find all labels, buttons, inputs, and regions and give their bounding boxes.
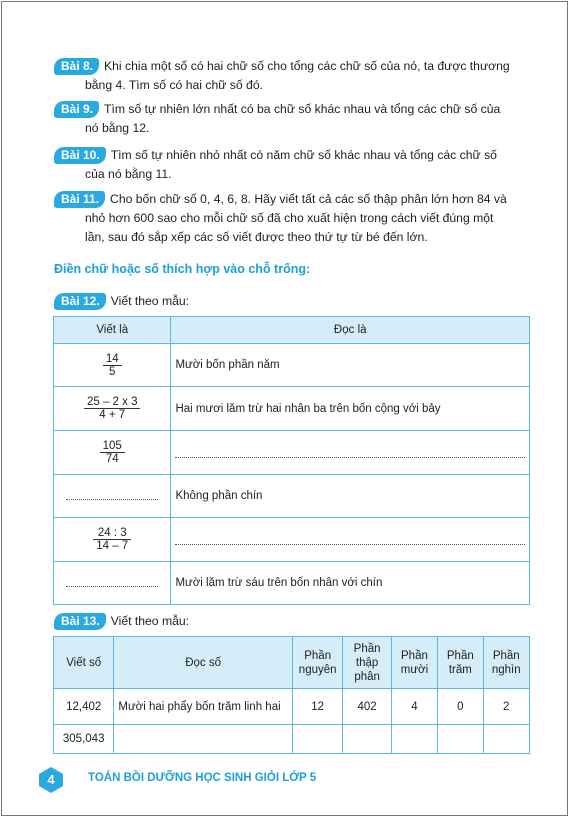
fraction [100, 440, 125, 465]
reading-cell: Mười lăm trừ sáu trên bốn nhân với chín [171, 562, 530, 605]
book-title: TOÁN BỒI DƯỠNG HỌC SINH GIỎI LỚP 5 [88, 772, 317, 784]
column-header: Phần nghìn [483, 637, 529, 689]
denominator: 4 + 7 [99, 409, 126, 421]
table-row [54, 562, 530, 605]
fraction [84, 396, 141, 421]
problem-8 [54, 57, 532, 95]
numerator: 14 [103, 353, 122, 366]
table-cell: 4 [391, 689, 437, 725]
answer-blank[interactable] [66, 576, 158, 587]
problem-text: nó bằng 12. [85, 121, 150, 135]
column-header: Viết số [54, 637, 114, 689]
column-header: Phần mười [391, 637, 437, 689]
table-row [54, 689, 530, 725]
table-cell: 0 [438, 689, 483, 725]
problem-13 [54, 612, 532, 631]
problem-12 [54, 292, 532, 311]
problem-badge: Bài 8. [54, 58, 99, 75]
table-row [54, 725, 530, 754]
problem-text: Cho bốn chữ số 0, 4, 6, 8. Hãy viết tất cả các số thập phân lớn hơn 84 và [110, 192, 507, 206]
column-header: Phần nguyên [292, 637, 343, 689]
page-number-badge [38, 767, 64, 793]
table-cell[interactable] [292, 725, 343, 754]
numerator: 105 [100, 440, 125, 453]
denominator: 5 [109, 365, 116, 378]
column-header: Đọc số [114, 637, 292, 689]
table-row [54, 387, 530, 431]
problem-11 [54, 190, 532, 247]
table-cell[interactable] [391, 725, 437, 754]
problem-text: nhỏ hơn 600 sao cho mỗi chữ số đã cho xuất hiện trong cách viết đúng một [85, 211, 494, 225]
bai13-table [53, 636, 530, 754]
table-row [54, 344, 530, 387]
table-cell: Mười hai phẩy bốn trăm linh hai [114, 689, 292, 725]
table-cell: 402 [343, 689, 391, 725]
table-cell: 2 [483, 689, 529, 725]
problem-badge: Bài 11. [54, 191, 105, 208]
denominator: 14 – 7 [96, 540, 129, 552]
problem-text: của nó bằng 11. [85, 167, 172, 181]
problem-text: bằng 4. Tìm số có hai chữ số đó. [85, 78, 263, 92]
table-cell[interactable] [114, 725, 292, 754]
bai12-table [53, 316, 530, 605]
table-cell[interactable] [343, 725, 391, 754]
table-cell: 12,402 [54, 689, 114, 725]
reading-cell: Hai mươi lăm trừ hai nhân ba trên bốn cộng với bảy [171, 387, 530, 431]
problem-instruction: Viết theo mẫu: [110, 294, 190, 308]
problem-badge: Bài 10. [54, 147, 106, 164]
problem-9 [54, 100, 532, 138]
answer-blank[interactable] [66, 489, 158, 500]
reading-cell: Không phần chín [171, 475, 530, 518]
denominator: 74 [105, 453, 119, 465]
problem-text: Tìm số tự nhiên lớn nhất có ba chữ số khác nhau và tổng các chữ số của [104, 102, 501, 116]
problem-badge: Bài 13. [54, 613, 106, 630]
answer-blank[interactable] [175, 534, 525, 545]
numerator: 24 : 3 [93, 527, 131, 540]
answer-blank[interactable] [175, 447, 525, 458]
table-row [54, 518, 530, 562]
table-row [54, 431, 530, 475]
column-header: Viết là [54, 317, 171, 344]
problem-badge: Bài 9. [54, 101, 99, 118]
problem-text: Khi chia một số có hai chữ số cho tổng các chữ số của nó, ta được thương [104, 59, 510, 73]
table-cell: 305,043 [54, 725, 114, 754]
table-cell[interactable] [438, 725, 483, 754]
section-heading: Điền chữ hoặc số thích hợp vào chỗ trống: [54, 262, 311, 276]
fraction [93, 527, 131, 552]
column-header: Đọc là [171, 317, 530, 344]
table-cell: 12 [292, 689, 343, 725]
problem-text: Tìm số tự nhiên nhỏ nhất có năm chữ số khác nhau và tổng các chữ số [110, 148, 497, 162]
problem-badge: Bài 12. [54, 293, 106, 310]
problem-instruction: Viết theo mẫu: [110, 614, 190, 628]
problem-10 [54, 146, 532, 184]
fraction [103, 353, 122, 378]
numerator: 25 – 2 x 3 [84, 396, 141, 409]
table-cell[interactable] [483, 725, 529, 754]
reading-cell: Mười bốn phần năm [171, 344, 530, 387]
problem-text: lần, sau đó sắp xếp các số viết được theo thứ tự từ bé đến lớn. [85, 230, 428, 244]
table-row [54, 475, 530, 518]
column-header: Phần trăm [438, 637, 483, 689]
column-header: Phần thập phân [343, 637, 391, 689]
page-number: 4 [47, 772, 55, 787]
